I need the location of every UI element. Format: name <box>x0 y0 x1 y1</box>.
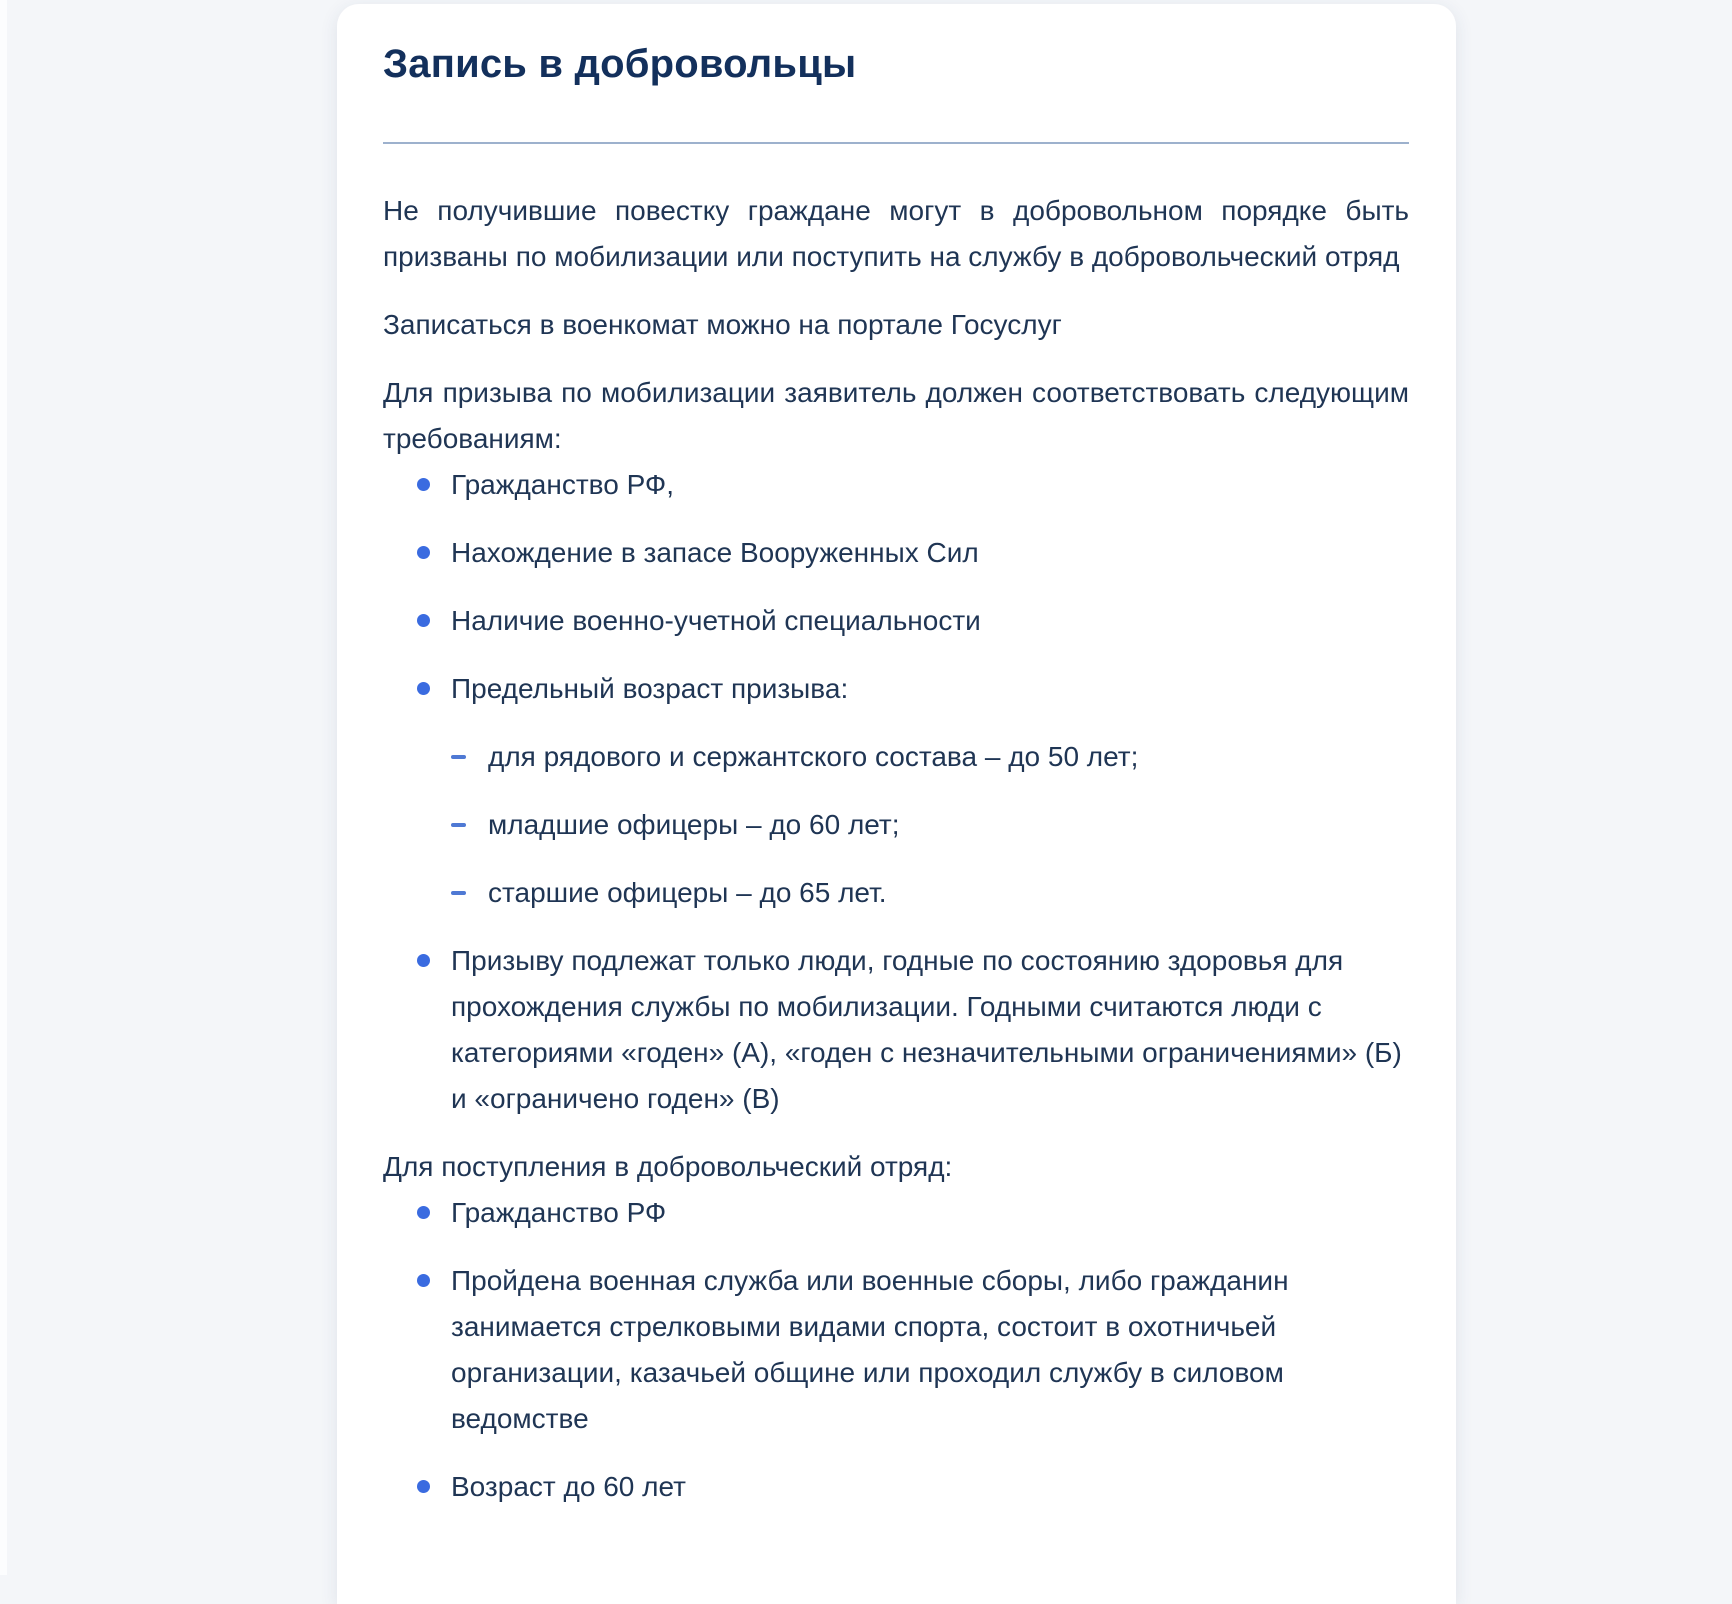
list-item <box>383 462 1409 508</box>
list-item <box>383 938 1409 1122</box>
list-item-text: Гражданство РФ <box>451 1197 667 1228</box>
volunteer-lead-paragraph: Для поступления в добровольческий отряд: <box>383 1151 953 1182</box>
mobilization-requirements-list <box>383 462 1409 1122</box>
content-card <box>337 4 1456 1604</box>
sub-list-item: для рядового и сержантского состава – до 50 лет; <box>451 734 1409 780</box>
list-item-text: Наличие военно-учетной специальности <box>451 605 981 636</box>
list-item <box>383 666 1409 916</box>
page-title: Запись в добровольцы <box>383 42 857 86</box>
list-item <box>383 598 1409 644</box>
list-item <box>383 530 1409 576</box>
list-item <box>383 1464 1409 1510</box>
list-item-text: Гражданство РФ, <box>451 469 675 500</box>
list-item <box>383 1258 1409 1442</box>
list-item-text: Пройдена военная служба или военные сборы, либо гражданин занимается стрелковыми видами спорта, состоит в охотничьей организации, казачьей общине или проходил службу в силовом ведомстве <box>451 1265 1289 1434</box>
sub-list-item: младшие офицеры – до 60 лет; <box>451 802 1409 848</box>
section-divider <box>383 142 1409 144</box>
sub-list <box>451 734 1409 916</box>
list-item <box>383 1190 1409 1236</box>
volunteer-requirements-list <box>383 1190 1409 1510</box>
list-item-text: Предельный возраст призыва: <box>451 673 849 704</box>
intro-paragraph: Не получившие повестку граждане могут в добровольном порядке быть призваны по мобилизации или поступить на службу в добровольческий отряд <box>383 195 1409 272</box>
list-item-text: Возраст до 60 лет <box>451 1471 686 1502</box>
page-left-edge <box>0 0 7 1575</box>
sub-list-item: старшие офицеры – до 65 лет. <box>451 870 1409 916</box>
enrollment-paragraph: Записаться в военкомат можно на портале Госуслуг <box>383 309 1062 340</box>
mobilization-lead-paragraph: Для призыва по мобилизации заявитель должен соответствовать следующим требованиям: <box>383 377 1409 454</box>
list-item-text: Нахождение в запасе Вооруженных Сил <box>451 537 979 568</box>
list-item-text: Призыву подлежат только люди, годные по состоянию здоровья для прохождения службы по мобилизации. Годными считаются люди с категориями «годен» (А), «годен с незначительными ограничениями» (Б) и «ограничено годен» (В) <box>451 945 1402 1114</box>
